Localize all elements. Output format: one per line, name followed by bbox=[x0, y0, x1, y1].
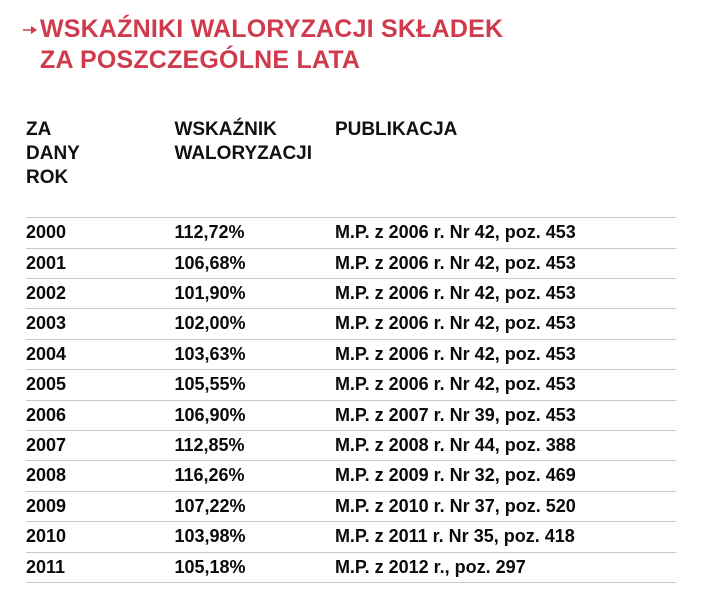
page-title-line-1: WSKAŹNIKI WALORYZACJI SKŁADEK bbox=[40, 15, 504, 43]
cell-rate: 102,00% bbox=[174, 309, 334, 339]
table-row bbox=[26, 339, 676, 369]
spacer-cell-rate bbox=[174, 195, 334, 218]
rates-table bbox=[26, 118, 676, 583]
table-body bbox=[26, 195, 676, 582]
cell-publication: M.P. z 2009 r. Nr 32, poz. 469 bbox=[335, 461, 676, 491]
table-row bbox=[26, 461, 676, 491]
cell-publication: M.P. z 2008 r. Nr 44, poz. 388 bbox=[335, 430, 676, 460]
cell-year: 2009 bbox=[26, 491, 174, 521]
cell-rate: 116,26% bbox=[174, 461, 334, 491]
column-header-year-line-2: DANY bbox=[26, 142, 80, 164]
cell-publication: M.P. z 2007 r. Nr 39, poz. 453 bbox=[335, 400, 676, 430]
page-title-line-2: ZA POSZCZEGÓLNE LATA bbox=[40, 45, 361, 74]
cell-year: 2010 bbox=[26, 522, 174, 552]
cell-rate: 105,55% bbox=[174, 370, 334, 400]
cell-publication: M.P. z 2006 r. Nr 42, poz. 453 bbox=[335, 248, 676, 278]
table-head bbox=[26, 118, 676, 195]
arrow-right-icon bbox=[22, 22, 38, 38]
column-header-year-line-1: ZA bbox=[26, 119, 52, 140]
header-spacer-row bbox=[26, 195, 676, 218]
table-row bbox=[26, 522, 676, 552]
cell-year: 2002 bbox=[26, 279, 174, 309]
cell-publication: M.P. z 2006 r. Nr 42, poz. 453 bbox=[335, 339, 676, 369]
cell-year: 2003 bbox=[26, 309, 174, 339]
cell-year: 2008 bbox=[26, 461, 174, 491]
column-header-year-line-3: ROK bbox=[26, 166, 69, 188]
cell-rate: 106,90% bbox=[174, 400, 334, 430]
cell-year: 2006 bbox=[26, 400, 174, 430]
column-header-year bbox=[26, 118, 174, 195]
cell-year: 2001 bbox=[26, 248, 174, 278]
cell-publication: M.P. z 2011 r. Nr 35, poz. 418 bbox=[335, 522, 676, 552]
column-header-rate bbox=[174, 118, 334, 195]
cell-rate: 112,72% bbox=[174, 218, 334, 248]
page-title-text bbox=[40, 14, 503, 75]
cell-rate: 112,85% bbox=[174, 430, 334, 460]
table-header-row bbox=[26, 118, 676, 195]
cell-year: 2000 bbox=[26, 218, 174, 248]
table-row bbox=[26, 279, 676, 309]
table-row bbox=[26, 370, 676, 400]
table-row bbox=[26, 248, 676, 278]
cell-year: 2011 bbox=[26, 552, 174, 582]
table-row bbox=[26, 400, 676, 430]
table-row bbox=[26, 552, 676, 582]
rates-table-container bbox=[26, 118, 686, 583]
cell-publication: M.P. z 2010 r. Nr 37, poz. 520 bbox=[335, 491, 676, 521]
cell-year: 2004 bbox=[26, 339, 174, 369]
column-header-publication-line-1: PUBLIKACJA bbox=[334, 119, 458, 140]
column-header-rate-line-2: WALORYZACJI bbox=[174, 142, 313, 164]
cell-rate: 105,18% bbox=[174, 552, 334, 582]
cell-publication: M.P. z 2006 r. Nr 42, poz. 453 bbox=[335, 370, 676, 400]
cell-rate: 103,98% bbox=[174, 522, 334, 552]
table-row bbox=[26, 430, 676, 460]
cell-rate: 103,63% bbox=[174, 339, 334, 369]
cell-rate: 107,22% bbox=[174, 491, 334, 521]
cell-publication: M.P. z 2012 r., poz. 297 bbox=[335, 552, 676, 582]
cell-publication: M.P. z 2006 r. Nr 42, poz. 453 bbox=[335, 309, 676, 339]
cell-rate: 101,90% bbox=[174, 279, 334, 309]
cell-publication: M.P. z 2006 r. Nr 42, poz. 453 bbox=[335, 279, 676, 309]
table-row bbox=[26, 218, 676, 248]
table-row bbox=[26, 491, 676, 521]
cell-publication: M.P. z 2006 r. Nr 42, poz. 453 bbox=[335, 218, 676, 248]
spacer-cell-publication bbox=[335, 195, 676, 218]
cell-year: 2005 bbox=[26, 370, 174, 400]
column-header-publication bbox=[335, 118, 676, 195]
page-title bbox=[22, 14, 682, 75]
cell-year: 2007 bbox=[26, 430, 174, 460]
table-row bbox=[26, 309, 676, 339]
spacer-cell-year bbox=[26, 195, 174, 218]
column-header-rate-line-1: WSKAŹNIK bbox=[174, 119, 277, 140]
cell-rate: 106,68% bbox=[174, 248, 334, 278]
